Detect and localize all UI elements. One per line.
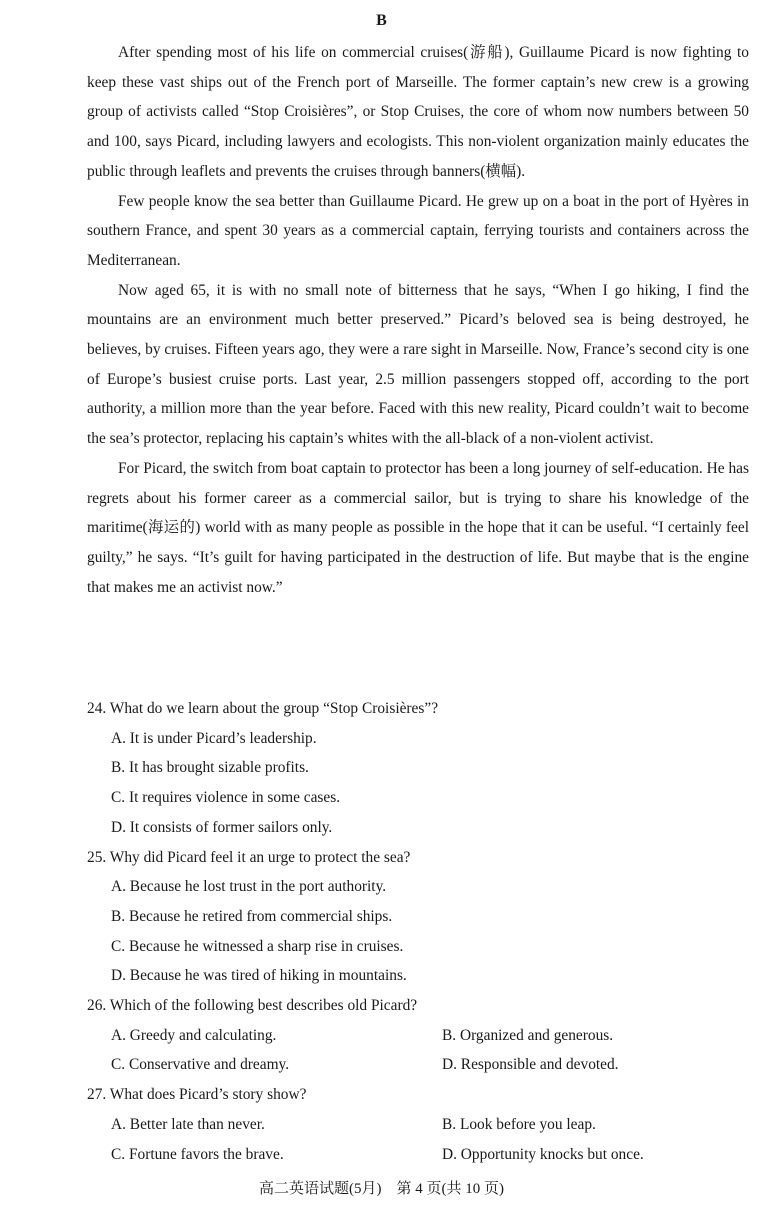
option-a: A. Better late than never. xyxy=(111,1115,265,1133)
option-b: B. Organized and generous. xyxy=(442,1026,614,1044)
passage-paragraph: For Picard, the switch from boat captain to protector has been a long journey of self-education. He has regrets about his former career as a commercial sailor, but is trying to share his knowledge of the maritime(海运的) world with as many people as possible in the hope that it can be useful. “I certainly feel guilty,” he says. “It’s guilt for having participated in the destruction of life. But maybe that is the engine that makes me an activist now.” xyxy=(87,459,749,596)
option-row xyxy=(87,1050,749,1080)
question-26 xyxy=(87,991,749,1080)
question-stem: 25. Why did Picard feel it an urge to protect the sea? xyxy=(87,848,411,866)
question-25 xyxy=(87,843,749,992)
question-stem: 26. Which of the following best describes old Picard? xyxy=(87,997,418,1015)
option-a: A. Greedy and calculating. xyxy=(111,1026,277,1044)
option-d: D. It consists of former sailors only. xyxy=(111,818,333,836)
option-c: C. It requires violence in some cases. xyxy=(111,789,341,807)
option-d: D. Because he was tired of hiking in mountains. xyxy=(111,967,407,985)
option-b: B. Look before you leap. xyxy=(442,1115,596,1133)
question-stem: 27. What does Picard’s story show? xyxy=(87,1086,307,1104)
option-d: D. Responsible and devoted. xyxy=(442,1056,619,1074)
page-footer: 高二英语试题(5月) 第 4 页(共 10 页) xyxy=(259,1181,504,1197)
reading-passage xyxy=(87,38,749,602)
question-27 xyxy=(87,1080,749,1169)
passage-paragraph: After spending most of his life on commercial cruises(游船), Guillaume Picard is now fighting to keep these vast ships out of the French port of Marseille. The former captain’s new crew is a growing group of activists called “Stop Croisières”, or Stop Cruises, the core of whom now numbers between 50 and 100, says Picard, including lawyers and ecologists. This non-violent organization mainly educates the public through leaflets and prevents the cruises through banners(横幅). xyxy=(87,44,749,180)
question-stem: 24. What do we learn about the group “Stop Croisières”? xyxy=(87,700,439,717)
option-a: A. It is under Picard’s leadership. xyxy=(111,729,317,747)
passage-paragraph: Now aged 65, it is with no small note of bitterness that he says, “When I go hiking, I find the mountains are an environment much better preserved.” Picard’s beloved sea is being destroyed, he believes, by cruises. Fifteen years ago, they were a rare sight in Marseille. Now, France’s second city is one of Europe’s busiest cruise ports. Last year, 2.5 million passengers stopped off, according to the port authority, a million more than the year before. Faced with this new reality, Picard couldn’t wait to become the sea’s protector, replacing his captain’s whites with the all-black of a non-violent activist. xyxy=(87,281,749,448)
passage-paragraph: Few people know the sea better than Guillaume Picard. He grew up on a boat in the port of Hyères in southern France, and spent 30 years as a commercial captain, ferrying tourists and containers across the Mediterranean. xyxy=(87,192,749,269)
option-row xyxy=(87,1110,749,1140)
section-label: B xyxy=(376,12,387,29)
option-b: B. Because he retired from commercial ships. xyxy=(111,907,393,925)
option-c: C. Fortune favors the brave. xyxy=(111,1145,284,1163)
question-24 xyxy=(87,694,749,843)
option-d: D. Opportunity knocks but once. xyxy=(442,1145,644,1163)
option-c: C. Conservative and dreamy. xyxy=(111,1056,290,1074)
option-a: A. Because he lost trust in the port authority. xyxy=(111,878,387,896)
option-row xyxy=(87,1140,749,1170)
option-b: B. It has brought sizable profits. xyxy=(111,759,309,777)
question-list xyxy=(87,694,749,1169)
option-row xyxy=(87,1021,749,1051)
option-c: C. Because he witnessed a sharp rise in cruises. xyxy=(111,937,404,955)
